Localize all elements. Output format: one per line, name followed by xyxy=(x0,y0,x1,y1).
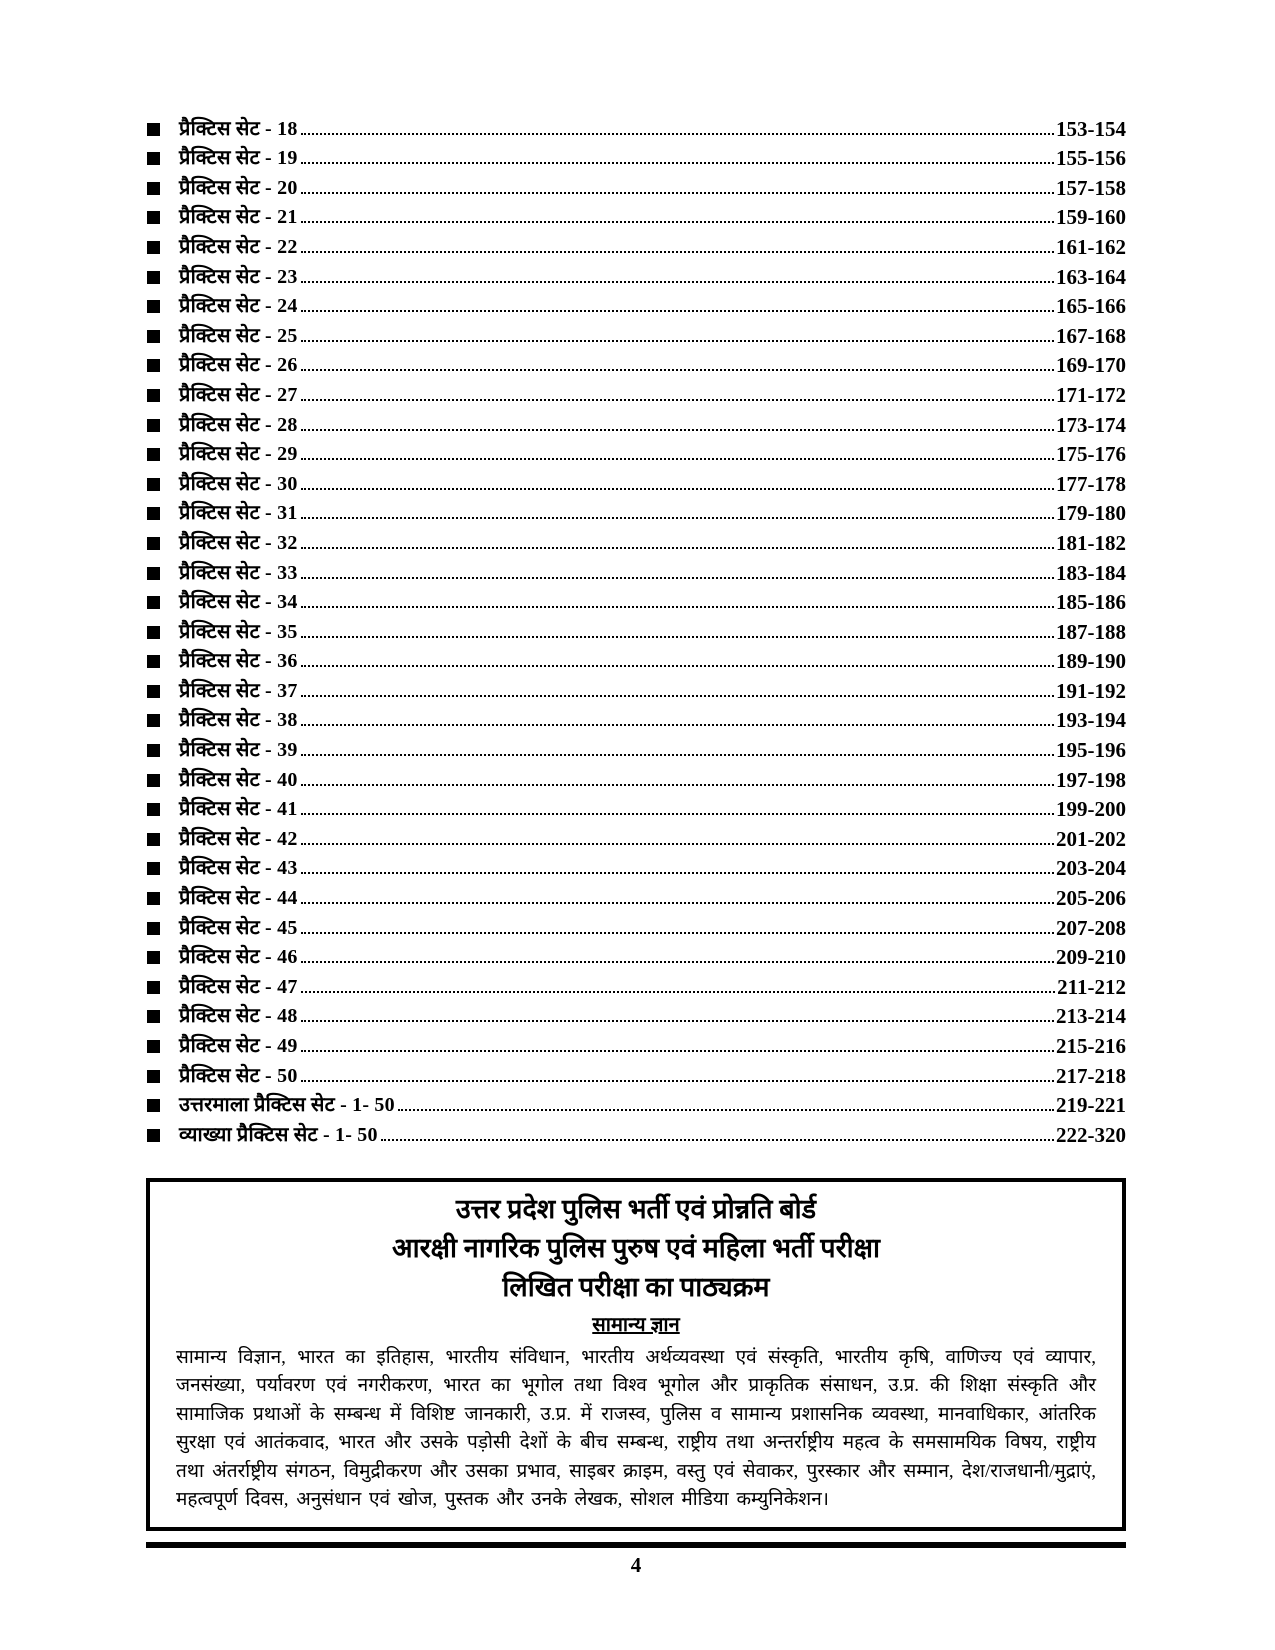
square-bullet-icon xyxy=(147,182,160,195)
toc-row xyxy=(146,556,1126,586)
square-bullet-icon xyxy=(147,152,160,165)
square-bullet-icon xyxy=(147,389,160,402)
toc-entry-pages: 211-212 xyxy=(1057,974,1126,999)
toc-entry-label: प्रैक्टिस सेट - 26 xyxy=(179,354,298,377)
table-of-contents xyxy=(146,112,1126,1148)
toc-row xyxy=(146,526,1126,556)
toc-entry-pages: 205-206 xyxy=(1056,886,1126,911)
toc-row xyxy=(146,378,1126,408)
toc-entry-pages: 183-184 xyxy=(1056,560,1126,585)
toc-entry-pages: 157-158 xyxy=(1056,175,1126,200)
square-bullet-icon xyxy=(147,478,160,491)
syllabus-subtitle xyxy=(176,1309,1096,1341)
dot-leader xyxy=(301,429,1054,431)
toc-entry-label: प्रैक्टिस सेट - 41 xyxy=(179,798,298,821)
square-bullet-icon xyxy=(147,744,160,757)
toc-entry-pages: 191-192 xyxy=(1056,678,1126,703)
syllabus-title-line-1: उत्तर प्रदेश पुलिस भर्ती एवं प्रोन्नति बोर्ड xyxy=(455,1193,817,1224)
dot-leader xyxy=(301,192,1054,194)
dot-leader xyxy=(301,281,1054,283)
toc-row xyxy=(146,1000,1126,1030)
toc-entry-pages: 155-156 xyxy=(1056,146,1126,171)
toc-entry-label: प्रैक्टिस सेट - 33 xyxy=(179,561,298,584)
dot-leader xyxy=(301,991,1056,993)
square-bullet-icon xyxy=(147,803,160,816)
dot-leader xyxy=(301,517,1054,519)
dot-leader xyxy=(301,813,1054,815)
toc-row xyxy=(146,230,1126,260)
toc-entry-label: व्याख्या प्रैक्टिस सेट - 1- 50 xyxy=(179,1123,378,1146)
toc-entry-label: प्रैक्टिस सेट - 44 xyxy=(179,887,298,910)
toc-row xyxy=(146,467,1126,497)
square-bullet-icon xyxy=(147,981,160,994)
toc-row xyxy=(146,674,1126,704)
toc-entry-label: प्रैक्टिस सेट - 37 xyxy=(179,679,298,702)
dot-leader xyxy=(301,843,1054,845)
dot-leader xyxy=(301,488,1054,490)
toc-entry-pages: 177-178 xyxy=(1056,471,1126,496)
square-bullet-icon xyxy=(147,774,160,787)
square-bullet-icon xyxy=(147,655,160,668)
dot-leader xyxy=(301,221,1054,223)
toc-entry-pages: 193-194 xyxy=(1056,708,1126,733)
dot-leader xyxy=(301,369,1054,371)
toc-entry-label: प्रैक्टिस सेट - 48 xyxy=(179,1005,298,1028)
dot-leader xyxy=(301,577,1054,579)
toc-entry-pages: 213-214 xyxy=(1056,1004,1126,1029)
toc-row xyxy=(146,142,1126,172)
dot-leader xyxy=(301,310,1054,312)
dot-leader xyxy=(301,754,1054,756)
toc-entry-label: प्रैक्टिस सेट - 49 xyxy=(179,1035,298,1057)
page-number: 4 xyxy=(630,1552,642,1577)
toc-entry-pages: 171-172 xyxy=(1056,382,1126,407)
toc-entry-pages: 175-176 xyxy=(1056,442,1126,467)
toc-row xyxy=(146,763,1126,793)
toc-entry-label: प्रैक्टिस सेट - 31 xyxy=(179,502,298,525)
square-bullet-icon xyxy=(147,922,160,935)
square-bullet-icon xyxy=(147,537,160,550)
footer-double-rule xyxy=(146,1542,1126,1548)
dot-leader xyxy=(301,1020,1054,1022)
toc-row xyxy=(146,881,1126,911)
toc-entry-pages: 179-180 xyxy=(1056,501,1126,526)
toc-row xyxy=(146,171,1126,201)
toc-entry-pages: 197-198 xyxy=(1056,767,1126,792)
toc-entry-pages: 181-182 xyxy=(1056,530,1126,555)
toc-entry-pages: 165-166 xyxy=(1056,294,1126,319)
toc-entry-pages: 169-170 xyxy=(1056,353,1126,378)
square-bullet-icon xyxy=(147,1099,160,1112)
dot-leader xyxy=(398,1109,1054,1111)
dot-leader xyxy=(301,606,1054,608)
dot-leader xyxy=(301,340,1054,342)
toc-entry-label: प्रैक्टिस सेट - 40 xyxy=(179,768,298,791)
square-bullet-icon xyxy=(147,685,160,698)
square-bullet-icon xyxy=(147,419,160,432)
square-bullet-icon xyxy=(147,271,160,284)
toc-row xyxy=(146,319,1126,349)
toc-entry-pages: 173-174 xyxy=(1056,412,1126,437)
dot-leader xyxy=(301,458,1054,460)
toc-row xyxy=(146,290,1126,320)
toc-entry-label: प्रैक्टिस सेट - 34 xyxy=(179,591,298,614)
toc-entry-pages: 161-162 xyxy=(1056,234,1126,259)
toc-row xyxy=(146,704,1126,734)
toc-entry-pages: 159-160 xyxy=(1056,205,1126,230)
toc-entry-pages: 195-196 xyxy=(1056,738,1126,763)
square-bullet-icon xyxy=(147,567,160,580)
dot-leader xyxy=(301,872,1054,874)
square-bullet-icon xyxy=(147,714,160,727)
square-bullet-icon xyxy=(147,211,160,224)
toc-entry-pages: 201-202 xyxy=(1056,826,1126,851)
toc-entry-label: प्रैक्टिस सेट - 21 xyxy=(179,206,298,229)
syllabus-title-line-2: आरक्षी नागरिक पुलिस पुरुष एवं महिला भर्ती परीक्षा xyxy=(392,1232,880,1263)
toc-row xyxy=(146,941,1126,971)
toc-entry-label: उत्तरमाला प्रैक्टिस सेट - 1- 50 xyxy=(179,1094,395,1117)
toc-entry-label: प्रैक्टिस सेट - 43 xyxy=(179,857,298,880)
toc-entry-pages: 167-168 xyxy=(1056,323,1126,348)
square-bullet-icon xyxy=(147,596,160,609)
toc-row xyxy=(146,349,1126,379)
syllabus-box xyxy=(146,1178,1126,1531)
toc-row xyxy=(146,793,1126,823)
toc-entry-label: प्रैक्टिस सेट - 50 xyxy=(179,1064,298,1087)
toc-entry-pages: 215-216 xyxy=(1056,1034,1126,1058)
toc-entry-label: प्रैक्टिस सेट - 32 xyxy=(179,531,298,554)
toc-entry-pages: 185-186 xyxy=(1056,590,1126,615)
toc-entry-label: प्रैक्टिस सेट - 42 xyxy=(179,827,298,850)
toc-entry-label: प्रैक्टिस सेट - 28 xyxy=(179,413,298,436)
toc-entry-label: प्रैक्टिस सेट - 27 xyxy=(179,383,298,406)
square-bullet-icon xyxy=(147,1010,160,1023)
dot-leader xyxy=(301,1080,1054,1082)
toc-entry-pages: 219-221 xyxy=(1056,1093,1126,1118)
toc-entry-label: प्रैक्टिस सेट - 47 xyxy=(179,975,298,998)
dot-leader xyxy=(301,902,1054,904)
toc-entry-label: प्रैक्टिस सेट - 23 xyxy=(179,265,298,288)
toc-row xyxy=(146,733,1126,763)
dot-leader xyxy=(301,961,1054,963)
toc-entry-label: प्रैक्टिस सेट - 22 xyxy=(179,235,298,258)
toc-row xyxy=(146,645,1126,675)
toc-row xyxy=(146,497,1126,527)
toc-row xyxy=(146,970,1126,1000)
dot-leader xyxy=(301,399,1054,401)
dot-leader xyxy=(301,724,1054,726)
square-bullet-icon xyxy=(147,448,160,461)
toc-entry-label: प्रैक्टिस सेट - 45 xyxy=(179,916,298,939)
toc-row xyxy=(146,1059,1126,1089)
toc-entry-label: प्रैक्टिस सेट - 20 xyxy=(179,176,298,199)
toc-row xyxy=(146,852,1126,882)
toc-entry-label: प्रैक्टिस सेट - 18 xyxy=(179,117,298,140)
dot-leader xyxy=(301,251,1054,253)
toc-row xyxy=(146,615,1126,645)
syllabus-body-paragraph: सामान्य विज्ञान, भारत का इतिहास, भारतीय संविधान, भारतीय अर्थव्यवस्था एवं संस्कृति, भारतीय कृषि, वाणिज्य एवं व्यापार, जनसंख्या, पर्यावरण एवं नगरीकरण, भारत का भूगोल तथा विश्व भूगोल और प्राकृतिक संसाधन, उ.प्र. की शिक्षा संस्कृति और सामाजिक प्रथाओं के सम्बन्ध में विशिष्ट जानकारी, उ.प्र. में राजस्व, पुलिस व सामान्य प्रशासनिक व्यवस्था, मानवाधिकार, आंतरिक सुरक्षा एवं आतंकवाद, भारत और उसके पड़ोसी देशों के बीच सम्बन्ध, राष्ट्रीय तथा अन्तर्राष्ट्रीय महत्व के समसामयिक विषय, राष्ट्रीय तथा अंतर्राष्ट्रीय संगठन, विमुद्रीकरण और उसका प्रभाव, साइबर क्राइम, वस्तु एवं सेवाकर, पुरस्कार और सम्मान, देश/राजधानी/मुद्राएं, महत्वपूर्ण दिवस, अनुसंधान एवं खोज, पुस्तक और उनके लेखक, सोशल मीडिया कम्युनिकेशन। xyxy=(176,1346,1096,1511)
toc-entry-label: प्रैक्टिस सेट - 36 xyxy=(179,650,298,673)
square-bullet-icon xyxy=(147,862,160,875)
dot-leader xyxy=(301,932,1054,934)
toc-entry-label: प्रैक्टिस सेट - 30 xyxy=(179,472,298,495)
toc-row xyxy=(146,1089,1126,1119)
square-bullet-icon xyxy=(147,241,160,254)
dot-leader xyxy=(301,636,1054,638)
book-page xyxy=(146,112,1126,1578)
toc-entry-pages: 207-208 xyxy=(1056,915,1126,940)
toc-entry-pages: 209-210 xyxy=(1056,945,1126,970)
square-bullet-icon xyxy=(147,1040,160,1053)
toc-row xyxy=(146,1029,1126,1059)
square-bullet-icon xyxy=(147,359,160,372)
square-bullet-icon xyxy=(147,507,160,520)
dot-leader xyxy=(301,1050,1054,1052)
square-bullet-icon xyxy=(147,1070,160,1083)
toc-entry-label: प्रैक्टिस सेट - 38 xyxy=(179,709,298,732)
syllabus-subtitle-text: सामान्य ज्ञान xyxy=(592,1313,680,1336)
toc-entry-label: प्रैक्टिस सेट - 39 xyxy=(179,739,298,762)
toc-entry-pages: 217-218 xyxy=(1056,1063,1126,1088)
toc-entry-pages: 189-190 xyxy=(1056,649,1126,674)
toc-entry-pages: 187-188 xyxy=(1056,619,1126,644)
square-bullet-icon xyxy=(147,833,160,846)
toc-entry-pages: 199-200 xyxy=(1056,797,1126,822)
square-bullet-icon xyxy=(147,951,160,964)
toc-row xyxy=(146,112,1126,142)
toc-row xyxy=(146,438,1126,468)
square-bullet-icon xyxy=(147,1129,160,1142)
square-bullet-icon xyxy=(147,892,160,905)
square-bullet-icon xyxy=(147,626,160,639)
toc-row xyxy=(146,1118,1126,1148)
toc-entry-pages: 222-320 xyxy=(1056,1122,1126,1147)
toc-entry-label: प्रैक्टिस सेट - 29 xyxy=(179,443,298,466)
syllabus-title-line-3: लिखित परीक्षा का पाठ्यक्रम xyxy=(502,1271,770,1302)
toc-row xyxy=(146,586,1126,616)
dot-leader xyxy=(301,547,1054,549)
toc-row xyxy=(146,408,1126,438)
toc-entry-pages: 203-204 xyxy=(1056,856,1126,881)
dot-leader xyxy=(381,1139,1054,1141)
dot-leader xyxy=(301,665,1054,667)
square-bullet-icon xyxy=(147,123,160,136)
toc-row xyxy=(146,911,1126,941)
toc-entry-pages: 163-164 xyxy=(1056,264,1126,289)
toc-entry-label: प्रैक्टिस सेट - 46 xyxy=(179,946,298,969)
dot-leader xyxy=(301,133,1054,135)
square-bullet-icon xyxy=(147,330,160,343)
toc-entry-label: प्रैक्टिस सेट - 35 xyxy=(179,620,298,643)
square-bullet-icon xyxy=(147,300,160,313)
dot-leader xyxy=(301,695,1054,697)
toc-row xyxy=(146,260,1126,290)
toc-entry-label: प्रैक्टिस सेट - 25 xyxy=(179,324,298,347)
toc-entry-label: प्रैक्टिस सेट - 24 xyxy=(179,295,298,318)
dot-leader xyxy=(301,162,1054,164)
toc-row xyxy=(146,201,1126,231)
dot-leader xyxy=(301,784,1054,786)
toc-row xyxy=(146,822,1126,852)
toc-entry-pages: 153-154 xyxy=(1056,116,1126,141)
toc-entry-label: प्रैक्टिस सेट - 19 xyxy=(179,147,298,170)
